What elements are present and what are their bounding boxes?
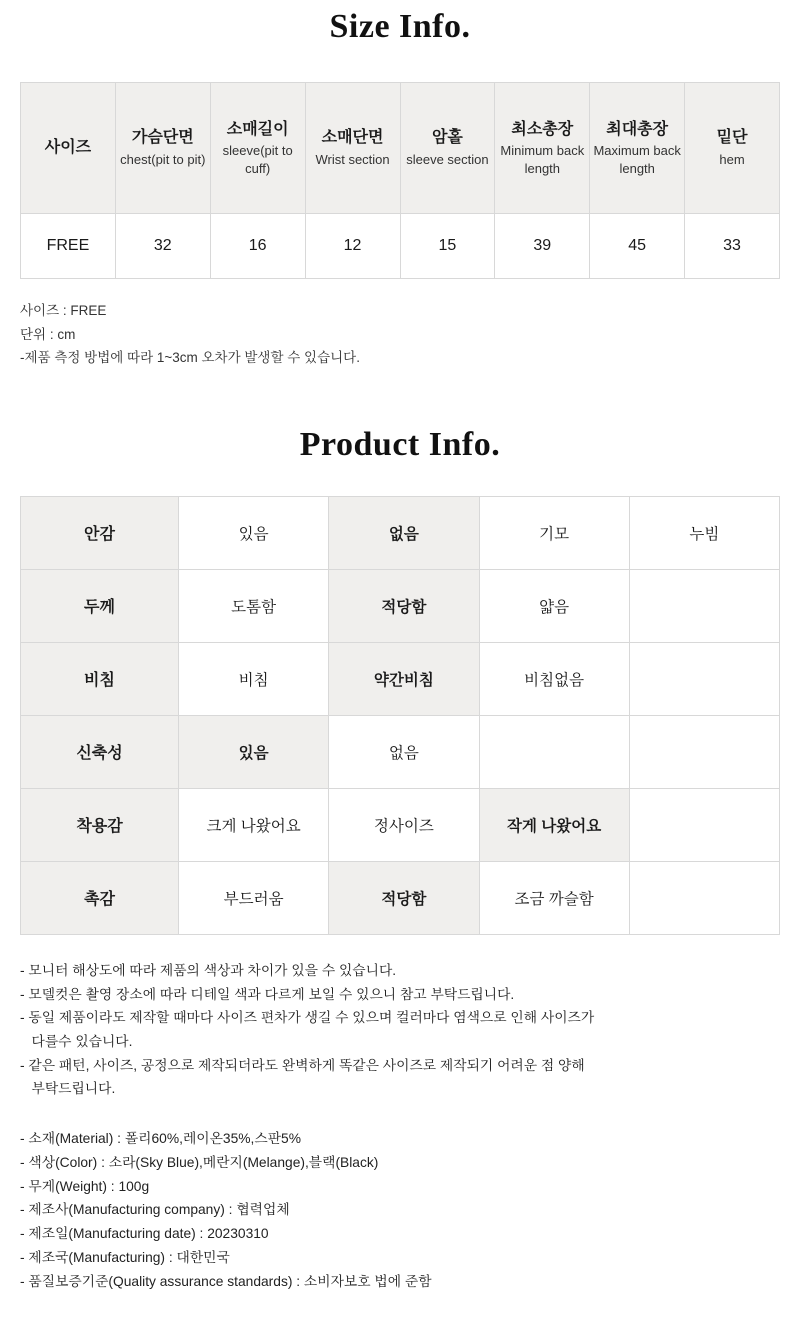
product-row-label: 착용감 [21, 788, 179, 861]
product-table-body [21, 496, 780, 934]
product-table-container [20, 496, 780, 935]
disclaimer-line: - 같은 패턴, 사이즈, 공정으로 제작되더라도 완벽하게 똑같은 사이즈로 제작되기 어려운 점 양해 [20, 1057, 585, 1073]
product-option-cell-selected: 적당함 [329, 861, 479, 934]
size-header-cell [210, 83, 305, 214]
size-table-header-row [21, 83, 780, 214]
size-header-ko: 사이즈 [44, 139, 92, 157]
product-option-cell: 정사이즈 [329, 788, 479, 861]
size-note-line: 단위 : cm [20, 326, 76, 342]
table-row [21, 642, 780, 715]
size-cell: 39 [495, 214, 590, 279]
size-cell: 15 [400, 214, 495, 279]
spec-line: - 품질보증기준(Quality assurance standards) : 소비자보호 법에 준함 [20, 1273, 432, 1289]
product-option-cell-selected: 작게 나왔어요 [479, 788, 629, 861]
product-option-cell: 조금 까슬함 [479, 861, 629, 934]
product-option-cell: 얇음 [479, 569, 629, 642]
size-header-cell [590, 83, 685, 214]
size-table-body [21, 214, 780, 279]
product-row-label: 두께 [21, 569, 179, 642]
size-header-cell [21, 83, 116, 214]
size-info-heading: Size Info. [329, 8, 471, 45]
product-info-heading: Product Info. [299, 425, 501, 463]
product-option-cell: 크게 나왔어요 [179, 788, 329, 861]
size-header-cell [685, 83, 780, 214]
size-header-en: hem [719, 152, 745, 168]
product-row-label: 촉감 [21, 861, 179, 934]
table-row [21, 496, 780, 569]
disclaimer-notes [20, 959, 780, 1101]
product-option-cell: 없음 [329, 715, 479, 788]
size-table [20, 82, 780, 279]
size-cell: 45 [590, 214, 685, 279]
product-option-cell [629, 642, 779, 715]
disclaimer-line: 다를수 있습니다. [20, 1034, 133, 1050]
table-row [21, 715, 780, 788]
disclaimer-line: - 모델컷은 촬영 장소에 따라 디테일 색과 다르게 보일 수 있으니 참고 부탁드립니다. [20, 986, 515, 1002]
product-option-cell [629, 861, 779, 934]
size-header-en: Maximum back length [593, 143, 681, 176]
size-header-en: chest(pit to pit) [120, 152, 206, 168]
disclaimer-line: - 동일 제품이라도 제작할 때마다 사이즈 편차가 생길 수 있으며 컬러마다 염색으로 인해 사이즈가 [20, 1010, 595, 1026]
size-cell: 12 [305, 214, 400, 279]
size-cell: FREE [21, 214, 116, 279]
product-option-cell [629, 715, 779, 788]
spec-line: - 무게(Weight) : 100g [20, 1178, 150, 1194]
specification-notes [20, 1127, 780, 1293]
size-header-en: sleeve section [406, 152, 489, 168]
table-row [21, 788, 780, 861]
product-info-table [20, 496, 780, 935]
size-header-ko: 최대총장 [606, 120, 669, 138]
table-row [21, 861, 780, 934]
size-header-cell [400, 83, 495, 214]
size-cell: 16 [210, 214, 305, 279]
product-option-cell-selected: 약간비침 [329, 642, 479, 715]
spec-line: - 제조일(Manufacturing date) : 20230310 [20, 1226, 269, 1242]
spec-line: - 소재(Material) : 폴리60%,레이온35%,스판5% [20, 1131, 301, 1147]
size-note-line: 사이즈 : FREE [20, 303, 107, 318]
size-note-line: -제품 측정 방법에 따라 1~3cm 오차가 발생할 수 있습니다. [20, 350, 360, 366]
product-option-cell: 있음 [179, 496, 329, 569]
size-header-cell [305, 83, 400, 214]
size-header-ko: 암홀 [431, 129, 463, 147]
spec-line: - 제조사(Manufacturing company) : 협력업체 [20, 1202, 290, 1218]
product-option-cell-selected: 없음 [329, 496, 479, 569]
size-header-cell [495, 83, 590, 214]
product-option-cell: 기모 [479, 496, 629, 569]
product-option-cell-selected: 적당함 [329, 569, 479, 642]
size-header-ko: 최소총장 [511, 120, 574, 138]
size-header-ko: 밑단 [716, 129, 748, 147]
product-option-cell: 부드러움 [179, 861, 329, 934]
size-header-ko: 가슴단면 [131, 129, 194, 147]
product-option-cell: 비침없음 [479, 642, 629, 715]
size-header-ko: 소매길이 [226, 120, 289, 138]
product-row-label: 신축성 [21, 715, 179, 788]
table-row [21, 569, 780, 642]
size-table-container [20, 82, 780, 279]
product-option-cell [629, 569, 779, 642]
product-option-cell: 비침 [179, 642, 329, 715]
size-header-en: sleeve(pit to cuff) [222, 143, 293, 176]
product-option-cell [479, 715, 629, 788]
size-table-head [21, 83, 780, 214]
product-row-label: 비침 [21, 642, 179, 715]
size-header-en: Wrist section [315, 152, 390, 168]
disclaimer-line: - 모니터 해상도에 따라 제품의 색상과 차이가 있을 수 있습니다. [20, 962, 397, 978]
size-header-cell [115, 83, 210, 214]
size-cell: 32 [115, 214, 210, 279]
size-header-ko: 소매단면 [321, 129, 384, 147]
disclaimer-line: 부탁드립니다. [20, 1081, 116, 1097]
product-row-label: 안감 [21, 496, 179, 569]
size-cell: 33 [685, 214, 780, 279]
product-option-cell: 누빔 [629, 496, 779, 569]
table-row [21, 214, 780, 279]
size-notes [20, 299, 780, 370]
product-option-cell: 도톰함 [179, 569, 329, 642]
spec-line: - 제조국(Manufacturing) : 대한민국 [20, 1249, 230, 1265]
product-option-cell [629, 788, 779, 861]
product-option-cell-selected: 있음 [179, 715, 329, 788]
spec-line: - 색상(Color) : 소라(Sky Blue),메란지(Melange),블랙(Black) [20, 1154, 379, 1170]
size-header-en: Minimum back length [500, 143, 585, 176]
